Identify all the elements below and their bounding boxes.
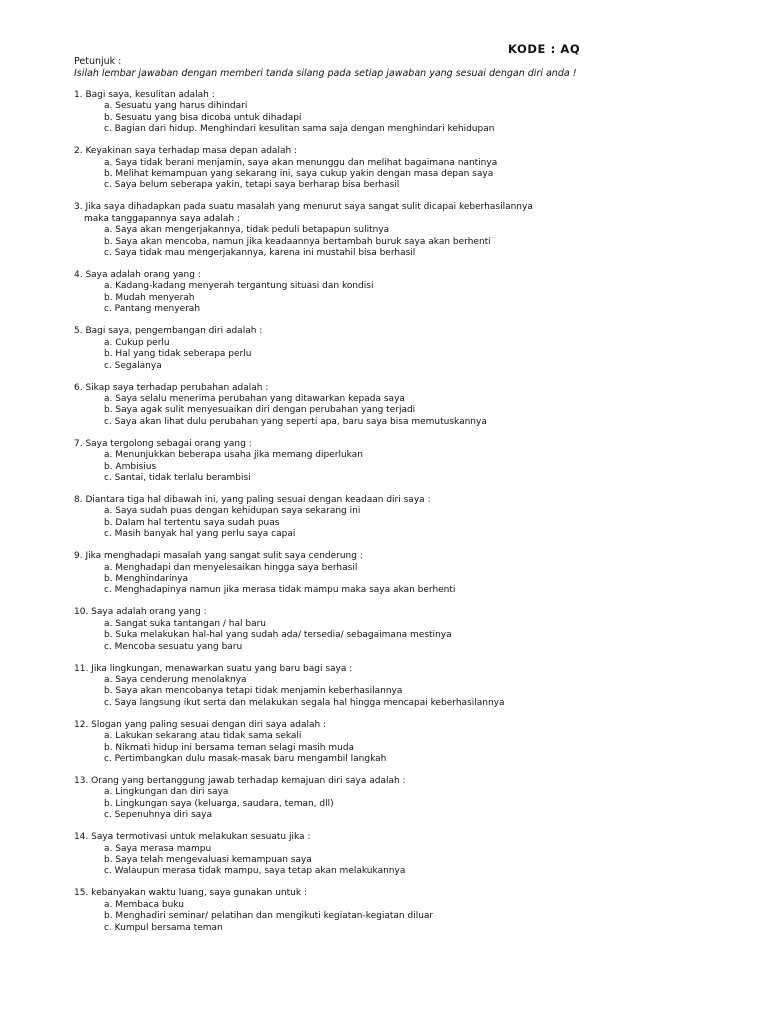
answer-option: a. Menghadapi dan menyelesaikan hingga saya berhasil [104,562,358,573]
question-text: 5. Bagi saya, pengembangan diri adalah : [74,326,263,337]
question-item [74,664,754,710]
question-text: 14. Saya termotivasi untuk melakukan sesuatu jika : [74,832,311,843]
answer-option: b. Hal yang tidak seberapa perlu [104,349,252,360]
answer-option: b. Dalam hal tertentu saya sudah puas [104,517,280,528]
question-text: maka tanggapannya saya adalah : [84,213,241,224]
instructions-label: Petunjuk : [74,56,122,67]
answer-option: a. Saya selalu menerima perubahan yang ditawarkan kepada saya [104,393,405,404]
question-item [74,326,754,372]
question-item [74,832,754,878]
answer-option: c. Saya tidak mau mengerjakannya, karena ini mustahil bisa berhasil [104,248,416,259]
answer-option: c. Segalanya [104,360,162,371]
answer-option: c. Walaupun merasa tidak mampu, saya tetap akan melakukannya [104,866,406,877]
question-item [74,439,754,485]
question-text: 8. Diantara tiga hal dibawah ini, yang paling sesuai dengan keadaan diri saya : [74,494,431,505]
question-item [74,888,754,934]
question-item [74,495,754,541]
answer-option: a. Saya tidak berani menjamin, saya akan menunggu dan melihat bagaimana nantinya [104,157,498,168]
answer-option: b. Menghadiri seminar/ pelatihan dan mengikuti kegiatan-kegiatan diluar [104,911,434,922]
answer-option: b. Saya akan mencobanya tetapi tidak menjamin keberhasilannya [104,686,403,697]
question-item [74,90,754,136]
form-code: KODE : AQ [508,42,581,56]
question-text: 7. Saya tergolong sebagai orang yang : [74,438,252,449]
question-item [74,720,754,766]
answer-option: b. Saya akan mencoba, namun jika keadaannya bertambah buruk saya akan berhenti [104,236,491,247]
question-text: 11. Jika lingkungan, menawarkan suatu yang baru bagi saya : [74,663,353,674]
answer-option: c. Pantang menyerah [104,304,201,315]
question-text: 15. kebanyakan waktu luang, saya gunakan untuk : [74,888,307,899]
question-item [74,146,754,192]
question-text: 2. Keyakinan saya terhadap masa depan adalah : [74,146,298,157]
question-item [74,202,754,259]
answer-option: b. Nikmati hidup ini bersama teman selagi masih muda [104,742,355,753]
answer-option: a. Membaca buku [104,899,184,910]
answer-option: b. Lingkungan saya (keluarga, saudara, teman, dll) [104,798,334,809]
question-item [74,776,754,822]
answer-option: c. Saya langsung ikut serta dan melakukan segala hal hingga mencapai keberhasilannya [104,697,505,708]
answer-option: a. Menunjukkan beberapa usaha jika memang diperlukan [104,450,363,461]
answer-option: a. Cukup perlu [104,337,170,348]
answer-option: c. Pertimbangkan dulu masak-masak baru mengambil langkah [104,754,387,765]
question-item [74,383,754,429]
question-text: 1. Bagi saya, kesulitan adalah : [74,90,215,100]
answer-option: c. Saya akan lihat dulu perubahan yang seperti apa, baru saya bisa memutuskannya [104,416,487,427]
answer-option: c. Sepenuhnya diri saya [104,810,213,821]
answer-option: b. Sesuatu yang bisa dicoba untuk dihadapi [104,112,302,123]
question-item [74,607,754,653]
answer-option: b. Ambisius [104,461,157,472]
answer-option: b. Saya telah mengevaluasi kemampuan saya [104,855,312,866]
answer-option: b. Melihat kemampuan yang sekarang ini, saya cukup yakin dengan masa depan saya [104,169,494,180]
answer-option: c. Bagian dari hidup. Menghindari kesulitan sama saja dengan menghindari kehidupan [104,124,495,135]
answer-option: b. Saya agak sulit menyesuaikan diri dengan perubahan yang terjadi [104,405,416,416]
question-item [74,551,754,597]
instructions-text: Isilah lembar jawaban dengan memberi tanda silang pada setiap jawaban yang sesuai dengan diri anda ! [74,68,577,79]
answer-option: a. Sesuatu yang harus dihindari [104,101,248,112]
question-text: 3. Jika saya dihadapkan pada suatu masalah yang menurut saya sangat sulit dicapai keberhasilannya [74,202,533,213]
question-list [74,90,754,945]
answer-option: a. Saya cenderung menolaknya [104,675,247,685]
answer-option: a. Lingkungan dan diri saya [104,787,229,798]
answer-option: c. Masih banyak hal yang perlu saya capai [104,529,296,540]
question-text: 9. Jika menghadapi masalah yang sangat sulit saya cenderung : [74,551,363,562]
answer-option: a. Lakukan sekarang atau tidak sama sekali [104,731,302,742]
answer-option: a. Saya sudah puas dengan kehidupan saya sekarang ini [104,506,361,517]
question-text: 4. Saya adalah orang yang : [74,270,201,281]
answer-option: a. Sangat suka tantangan / hal baru [104,618,267,629]
answer-option: c. Kumpul bersama teman [104,922,223,933]
answer-option: a. Saya akan mengerjakannya, tidak peduli betapapun sulitnya [104,225,390,236]
question-text: 6. Sikap saya terhadap perubahan adalah : [74,382,269,393]
answer-option: c. Mencoba sesuatu yang baru [104,641,243,652]
answer-option: c. Saya belum seberapa yakin, tetapi saya berharap bisa berhasil [104,180,400,191]
question-text: 13. Orang yang bertanggung jawab terhadap kemajuan diri saya adalah : [74,776,406,787]
answer-option: a. Kadang-kadang menyerah tergantung situasi dan kondisi [104,281,374,292]
answer-option: c. Santai, tidak terlalu berambisi [104,472,251,483]
answer-option: b. Mudah menyerah [104,292,195,303]
answer-option: b. Menghindarinya [104,573,189,584]
answer-option: a. Saya merasa mampu [104,843,212,854]
question-text: 12. Slogan yang paling sesuai dengan diri saya adalah : [74,719,327,730]
answer-option: b. Suka melakukan hal-hal yang sudah ada/ tersedia/ sebagaimana mestinya [104,630,452,641]
question-item [74,270,754,316]
question-text: 10. Saya adalah orang yang : [74,607,207,618]
answer-option: c. Menghadapinya namun jika merasa tidak mampu maka saya akan berhenti [104,585,456,596]
